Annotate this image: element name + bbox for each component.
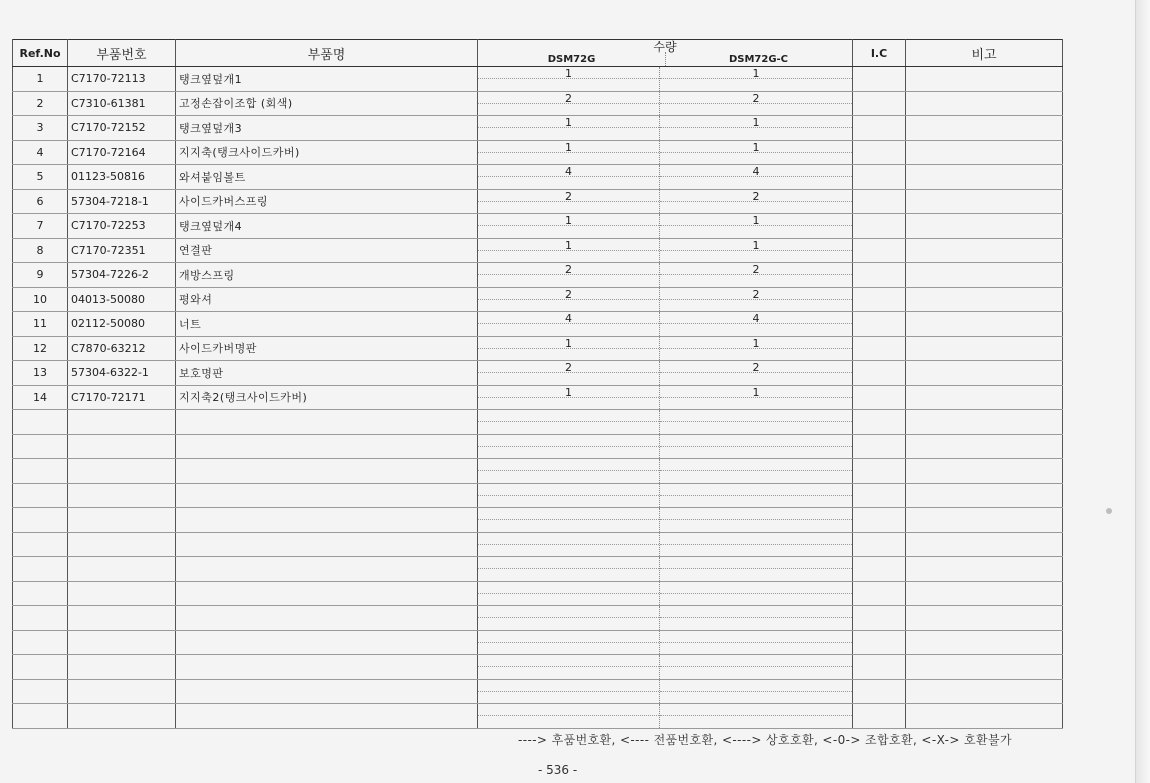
qty-value: 2 <box>565 361 572 374</box>
part-name-cell: 탱크옆덮개4 <box>176 214 478 239</box>
table-row <box>13 557 1063 582</box>
qty-dsm72g-cell <box>478 508 660 533</box>
qty-value: 1 <box>752 214 760 227</box>
ref-cell: 7 <box>13 214 68 239</box>
page-number: - 536 - <box>538 763 578 777</box>
remarks-cell <box>906 679 1063 704</box>
qty-value: 2 <box>752 287 760 301</box>
qty-value: 1 <box>752 67 760 80</box>
table-row <box>13 336 1063 361</box>
header-part-name: 부품명 <box>176 40 478 67</box>
ic-cell <box>853 508 906 533</box>
qty-dsm72g-c-cell <box>660 91 853 116</box>
header-part-number: 부품번호 <box>68 40 176 67</box>
qty-dsm72g-cell <box>478 361 660 386</box>
ref-cell: 12 <box>13 336 68 361</box>
ref-cell: 11 <box>13 312 68 337</box>
ref-cell: 14 <box>13 385 68 410</box>
table-row <box>13 287 1063 312</box>
qty-value: 4 <box>752 165 760 178</box>
qty-dsm72g-c-cell <box>660 483 853 508</box>
ic-cell <box>853 557 906 582</box>
ref-cell: 3 <box>13 116 68 141</box>
qty-dsm72g-cell <box>478 67 660 92</box>
qty-dsm72g-cell <box>478 630 660 655</box>
remarks-cell <box>906 655 1063 680</box>
part-name-cell <box>176 459 478 484</box>
header-quantity <box>478 40 853 67</box>
part-number-cell: 57304-6322-1 <box>68 361 176 386</box>
ic-cell <box>853 483 906 508</box>
qty-dsm72g-cell <box>478 655 660 680</box>
remarks-cell <box>906 238 1063 263</box>
remarks-cell <box>906 508 1063 533</box>
part-number-cell <box>68 483 176 508</box>
table-row <box>13 67 1063 92</box>
qty-dsm72g-cell <box>478 581 660 606</box>
ref-cell <box>13 679 68 704</box>
qty-dsm72g-cell <box>478 336 660 361</box>
part-number-cell <box>68 434 176 459</box>
part-number-cell <box>68 532 176 557</box>
header-model-dsm72g-c: DSM72G-C <box>728 54 789 65</box>
part-number-cell: 57304-7226-2 <box>68 263 176 288</box>
ref-cell <box>13 606 68 631</box>
part-name-cell <box>176 434 478 459</box>
remarks-cell <box>906 336 1063 361</box>
part-number-cell: 57304-7218-1 <box>68 189 176 214</box>
part-name-cell <box>176 655 478 680</box>
qty-dsm72g-cell <box>478 140 660 165</box>
ic-cell <box>853 434 906 459</box>
ic-cell <box>853 263 906 288</box>
ref-cell <box>13 483 68 508</box>
remarks-cell <box>906 140 1063 165</box>
remarks-cell <box>906 606 1063 631</box>
part-number-cell <box>68 655 176 680</box>
part-name-cell <box>176 704 478 729</box>
remarks-cell <box>906 189 1063 214</box>
qty-dsm72g-c-cell <box>660 238 853 263</box>
part-name-cell: 탱크옆덮개3 <box>176 116 478 141</box>
qty-dsm72g-cell <box>478 532 660 557</box>
ref-cell: 10 <box>13 287 68 312</box>
scan-speck <box>1106 508 1112 514</box>
qty-value: 1 <box>565 214 572 227</box>
ic-cell <box>853 361 906 386</box>
remarks-cell <box>906 361 1063 386</box>
table-row <box>13 581 1063 606</box>
part-number-cell: C7170-72164 <box>68 140 176 165</box>
ic-cell <box>853 91 906 116</box>
ref-cell: 5 <box>13 165 68 190</box>
remarks-cell <box>906 385 1063 410</box>
header-ic: I.C <box>853 40 906 67</box>
interchangeability-legend: ----> 후품번호환, <---- 전품번호환, <----> 상호호환, <-0-> 조합호환, <-X-> 호환불가 <box>518 733 1012 747</box>
remarks-cell <box>906 704 1063 729</box>
qty-dsm72g-cell <box>478 91 660 116</box>
part-number-cell: C7310-61381 <box>68 91 176 116</box>
qty-value: 1 <box>752 336 760 350</box>
part-number-cell: 01123-50816 <box>68 165 176 190</box>
remarks-cell <box>906 287 1063 312</box>
ic-cell <box>853 165 906 190</box>
part-number-cell: C7170-72113 <box>68 67 176 92</box>
part-number-cell: C7870-63212 <box>68 336 176 361</box>
ic-cell <box>853 287 906 312</box>
remarks-cell <box>906 263 1063 288</box>
qty-dsm72g-c-cell <box>660 410 853 435</box>
qty-dsm72g-cell <box>478 483 660 508</box>
table-row <box>13 655 1063 680</box>
header-models <box>478 54 852 65</box>
part-name-cell <box>176 606 478 631</box>
part-name-cell: 사이드카버스프링 <box>176 189 478 214</box>
part-name-cell <box>176 508 478 533</box>
ic-cell <box>853 410 906 435</box>
qty-dsm72g-c-cell <box>660 361 853 386</box>
part-number-cell <box>68 679 176 704</box>
table-row <box>13 434 1063 459</box>
remarks-cell <box>906 581 1063 606</box>
table-row <box>13 630 1063 655</box>
ic-cell <box>853 67 906 92</box>
qty-dsm72g-c-cell <box>660 336 853 361</box>
ic-cell <box>853 581 906 606</box>
qty-dsm72g-c-cell <box>660 704 853 729</box>
qty-value: 2 <box>565 263 572 276</box>
qty-value: 1 <box>752 140 760 154</box>
header-model-dsm72g: DSM72G <box>547 54 596 65</box>
page-binding-edge <box>1135 0 1150 783</box>
qty-dsm72g-cell <box>478 238 660 263</box>
qty-dsm72g-c-cell <box>660 630 853 655</box>
header-quantity-title: 수량 <box>653 40 677 54</box>
remarks-cell <box>906 483 1063 508</box>
ref-cell <box>13 459 68 484</box>
part-number-cell <box>68 630 176 655</box>
remarks-cell <box>906 116 1063 141</box>
qty-dsm72g-c-cell <box>660 263 853 288</box>
qty-dsm72g-c-cell <box>660 557 853 582</box>
qty-value: 1 <box>565 140 572 154</box>
ic-cell <box>853 189 906 214</box>
qty-dsm72g-c-cell <box>660 581 853 606</box>
qty-value: 1 <box>752 116 760 129</box>
qty-dsm72g-cell <box>478 312 660 337</box>
table-row <box>13 606 1063 631</box>
part-number-cell <box>68 606 176 631</box>
remarks-cell <box>906 91 1063 116</box>
qty-dsm72g-cell <box>478 165 660 190</box>
qty-dsm72g-cell <box>478 606 660 631</box>
ref-cell <box>13 410 68 435</box>
ic-cell <box>853 532 906 557</box>
remarks-cell <box>906 557 1063 582</box>
qty-dsm72g-c-cell <box>660 312 853 337</box>
ref-cell <box>13 630 68 655</box>
part-name-cell: 평와셔 <box>176 287 478 312</box>
qty-dsm72g-cell <box>478 679 660 704</box>
table-row <box>13 165 1063 190</box>
ic-cell <box>853 336 906 361</box>
qty-dsm72g-c-cell <box>660 67 853 92</box>
qty-dsm72g-cell <box>478 434 660 459</box>
table-row <box>13 312 1063 337</box>
part-name-cell: 연결판 <box>176 238 478 263</box>
qty-dsm72g-c-cell <box>660 508 853 533</box>
table-row <box>13 459 1063 484</box>
ic-cell <box>853 459 906 484</box>
remarks-cell <box>906 165 1063 190</box>
table-row <box>13 508 1063 533</box>
ref-cell: 4 <box>13 140 68 165</box>
qty-dsm72g-c-cell <box>660 679 853 704</box>
parts-table <box>12 39 1063 729</box>
part-number-cell: C7170-72351 <box>68 238 176 263</box>
table-row <box>13 91 1063 116</box>
ref-cell <box>13 434 68 459</box>
part-number-cell <box>68 459 176 484</box>
ic-cell <box>853 679 906 704</box>
ic-cell <box>853 704 906 729</box>
ref-cell <box>13 655 68 680</box>
table-row <box>13 263 1063 288</box>
ref-cell: 9 <box>13 263 68 288</box>
qty-value: 1 <box>565 238 572 252</box>
part-name-cell: 와셔붙임볼트 <box>176 165 478 190</box>
ref-cell <box>13 581 68 606</box>
table-row <box>13 704 1063 729</box>
qty-dsm72g-c-cell <box>660 434 853 459</box>
part-number-cell <box>68 508 176 533</box>
table-row <box>13 214 1063 239</box>
qty-value: 1 <box>565 67 572 80</box>
part-number-cell: 02112-50080 <box>68 312 176 337</box>
qty-dsm72g-cell <box>478 557 660 582</box>
ic-cell <box>853 238 906 263</box>
qty-dsm72g-c-cell <box>660 189 853 214</box>
part-name-cell: 너트 <box>176 312 478 337</box>
table-row <box>13 361 1063 386</box>
part-number-cell: C7170-72152 <box>68 116 176 141</box>
part-name-cell <box>176 532 478 557</box>
qty-value: 1 <box>565 336 572 350</box>
qty-value: 2 <box>565 189 572 203</box>
part-name-cell: 고정손잡이조합 (회색) <box>176 91 478 116</box>
qty-value: 2 <box>752 189 760 203</box>
part-name-cell <box>176 410 478 435</box>
qty-value: 1 <box>752 238 760 252</box>
part-name-cell: 사이드카버명판 <box>176 336 478 361</box>
qty-dsm72g-c-cell <box>660 385 853 410</box>
part-name-cell: 지지축2(탱크사이드카버) <box>176 385 478 410</box>
remarks-cell <box>906 532 1063 557</box>
ic-cell <box>853 655 906 680</box>
ic-cell <box>853 140 906 165</box>
qty-value: 2 <box>752 361 760 374</box>
table-row <box>13 483 1063 508</box>
part-name-cell <box>176 581 478 606</box>
part-number-cell: 04013-50080 <box>68 287 176 312</box>
table-row <box>13 410 1063 435</box>
ref-cell: 6 <box>13 189 68 214</box>
qty-dsm72g-c-cell <box>660 287 853 312</box>
ref-cell <box>13 557 68 582</box>
qty-value: 2 <box>565 287 572 301</box>
ic-cell <box>853 312 906 337</box>
qty-dsm72g-c-cell <box>660 165 853 190</box>
qty-dsm72g-cell <box>478 287 660 312</box>
ref-cell: 2 <box>13 91 68 116</box>
part-number-cell <box>68 557 176 582</box>
qty-dsm72g-c-cell <box>660 532 853 557</box>
qty-dsm72g-cell <box>478 385 660 410</box>
qty-value: 1 <box>752 385 760 399</box>
part-name-cell: 보호명판 <box>176 361 478 386</box>
ref-cell: 1 <box>13 67 68 92</box>
ref-cell <box>13 508 68 533</box>
qty-dsm72g-cell <box>478 214 660 239</box>
remarks-cell <box>906 434 1063 459</box>
ref-cell: 8 <box>13 238 68 263</box>
qty-dsm72g-cell <box>478 116 660 141</box>
qty-value: 2 <box>565 91 572 105</box>
qty-value: 4 <box>565 312 572 325</box>
table-row <box>13 116 1063 141</box>
part-number-cell <box>68 581 176 606</box>
table-row <box>13 532 1063 557</box>
qty-dsm72g-cell <box>478 263 660 288</box>
qty-dsm72g-c-cell <box>660 116 853 141</box>
table-row <box>13 238 1063 263</box>
part-name-cell: 탱크옆덮개1 <box>176 67 478 92</box>
ic-cell <box>853 116 906 141</box>
header-row <box>13 40 1063 67</box>
table-row <box>13 679 1063 704</box>
table-row <box>13 385 1063 410</box>
part-name-cell <box>176 630 478 655</box>
table-row <box>13 140 1063 165</box>
qty-dsm72g-cell <box>478 410 660 435</box>
part-name-cell <box>176 679 478 704</box>
qty-value: 2 <box>752 263 760 276</box>
remarks-cell <box>906 630 1063 655</box>
qty-dsm72g-c-cell <box>660 214 853 239</box>
ref-cell <box>13 532 68 557</box>
qty-dsm72g-c-cell <box>660 140 853 165</box>
qty-dsm72g-cell <box>478 189 660 214</box>
part-name-cell <box>176 483 478 508</box>
header-ref-no: Ref.No <box>13 40 68 67</box>
qty-value: 2 <box>752 91 760 105</box>
ic-cell <box>853 214 906 239</box>
remarks-cell <box>906 410 1063 435</box>
qty-value: 4 <box>565 165 572 178</box>
qty-value: 4 <box>752 312 760 325</box>
qty-dsm72g-c-cell <box>660 459 853 484</box>
qty-value: 1 <box>565 385 572 399</box>
qty-dsm72g-c-cell <box>660 655 853 680</box>
part-name-cell <box>176 557 478 582</box>
header-remarks: 비고 <box>906 40 1063 67</box>
ic-cell <box>853 385 906 410</box>
remarks-cell <box>906 67 1063 92</box>
remarks-cell <box>906 459 1063 484</box>
qty-dsm72g-c-cell <box>660 606 853 631</box>
table-row <box>13 189 1063 214</box>
part-number-cell <box>68 410 176 435</box>
qty-value: 1 <box>565 116 572 129</box>
ref-cell: 13 <box>13 361 68 386</box>
remarks-cell <box>906 214 1063 239</box>
part-number-cell <box>68 704 176 729</box>
part-name-cell: 지지축(탱크사이드카버) <box>176 140 478 165</box>
table-body <box>13 67 1063 729</box>
ic-cell <box>853 630 906 655</box>
part-name-cell: 개방스프링 <box>176 263 478 288</box>
part-number-cell: C7170-72253 <box>68 214 176 239</box>
qty-dsm72g-cell <box>478 459 660 484</box>
qty-dsm72g-cell <box>478 704 660 729</box>
part-number-cell: C7170-72171 <box>68 385 176 410</box>
ic-cell <box>853 606 906 631</box>
remarks-cell <box>906 312 1063 337</box>
ref-cell <box>13 704 68 729</box>
